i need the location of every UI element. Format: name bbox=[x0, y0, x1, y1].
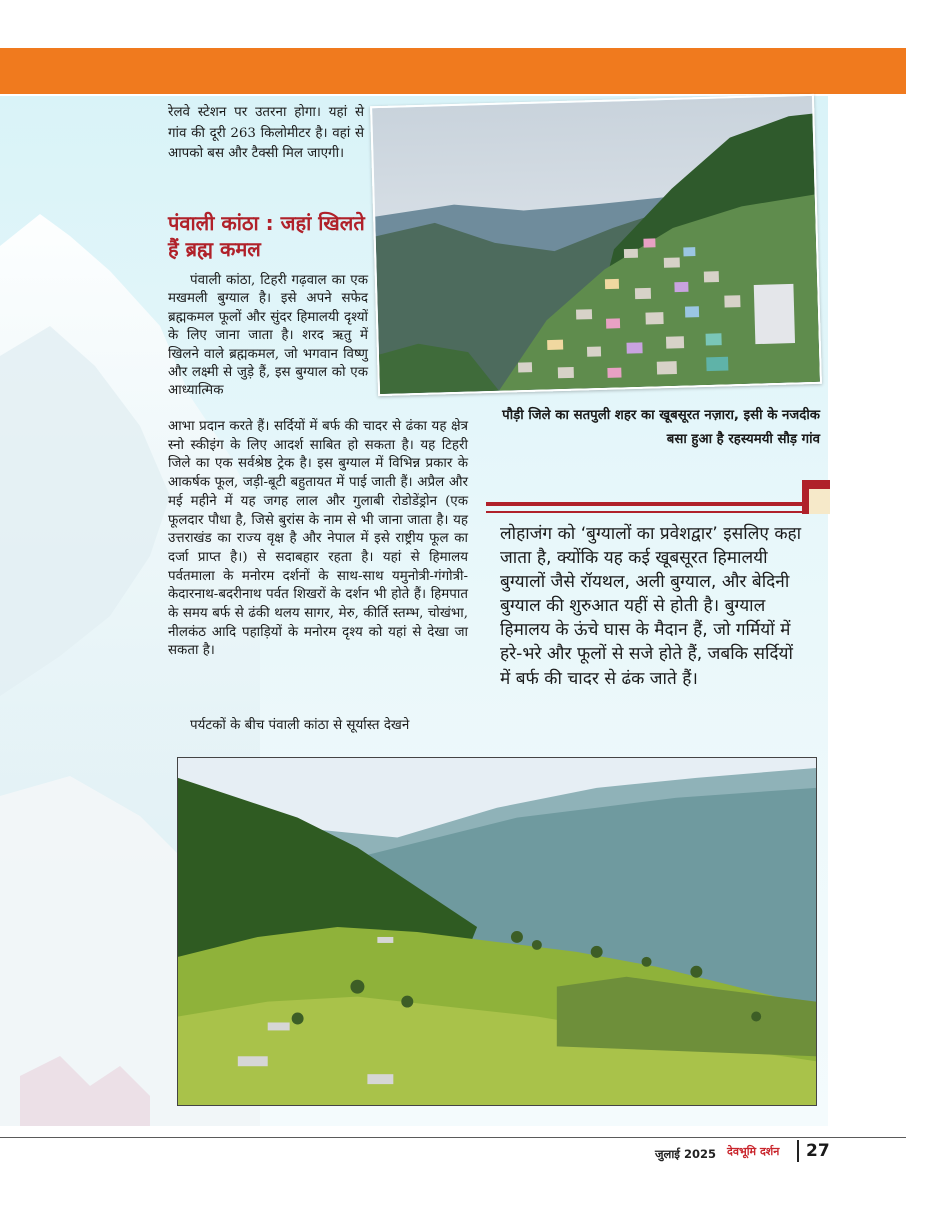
divider-thick bbox=[486, 502, 806, 506]
paragraph-1-rest: आभा प्रदान करते हैं। सर्दियों में बर्फ की चादर से ढंका यह क्षेत्र स्नो स्कीइंग के लिए आदर्श साबित हो सकता है। यह टिहरी जिले का एक सर्वश्रेष्ठ ट्रेक है। इस बुग्याल में विभिन्न प्रकार के आकर्षक फूल, जड़ी-बूटी बहुतायत में पाई जाती हैं। अप्रैल और मई महीने में यह जगह लाल और गुलाबी रोडोडेंड्रोन (एक फूलदार पौधा है, जिसे बुरांस के नाम से भी जाना जाता है। यह उत्तराखंड का राज्य वृक्ष है और नेपाल में इसे राष्ट्रीय फूल का दर्जा प्राप्त है।) से सदाबहार रहता है। यहां से हिमालय पर्वतमाला के मनोरम दर्शनों के साथ-साथ यमुनोत्री-गंगोत्री-केदारनाथ-बदरीनाथ पर्वत शिखरों के दर्शन भी होते हैं। हिमपात के समय बर्फ से ढंकी थलय सागर, मेरु, कीर्ति स्तम्भ, चोखंभा, नीलकंठ आदि पहाड़ियों के मनोरम दृश्य को यहां से देखा जा सकता है। bbox=[168, 419, 468, 659]
bugyal-valley-photo bbox=[177, 757, 817, 1106]
page-number: 27 bbox=[806, 1141, 830, 1161]
top-orange-band bbox=[0, 48, 906, 94]
pull-quote: लोहाजंग को ‘बुग्यालों का प्रवेशद्वार’ इसलिए कहा जाता है, क्योंकि यह कई खूबसूरत हिमालयी बुग्यालों जैसे रॉयथल, अली बुग्याल, और बेदिनी बुग्याल की शुरुआत यहीं से होती है। बुग्याल हिमालय के ऊंचे घास के मैदान हैं, जो गर्मियों में हरे-भरे और फूलों से सजे होते हैं, जबकि सर्दियों में बर्फ की चादर से ढंक जाते हैं। bbox=[500, 524, 802, 689]
satpuli-town-photo bbox=[370, 94, 822, 396]
photo-caption: पौड़ी जिले का सतपुली शहर का खूबसूरत नज़ारा, इसी के नजदीक बसा हुआ है रहस्यमयी सौड़ गांव bbox=[502, 408, 820, 447]
paragraph-2-start: पर्यटकों के बीच पंवाली कांठा से सूर्यास्त देखने bbox=[190, 718, 410, 733]
corner-ornament-inner bbox=[809, 489, 830, 514]
intro-paragraph: रेलवे स्टेशन पर उतरना होगा। यहां से गांव की दूरी 263 किलोमीटर है। वहां से आपको बस और टैक्सी मिल जाएगी। bbox=[168, 105, 364, 161]
footer-brand: देवभूमि दर्शन bbox=[727, 1145, 780, 1158]
paragraph-1-top-text: पंवाली कांठा, टिहरी गढ़वाल का एक मखमली बुग्याल है। इसे अपने सफेद ब्रह्मकमल फूलों और सुंदर हिमालयी दृश्यों के लिए जाना जाता है। शरद ऋतु में खिलने वाले ब्रह्मकमल, जो भगवान विष्णु और लक्ष्मी से जुड़े हैं, इस बुग्याल को एक आध्यात्मिक bbox=[168, 273, 368, 399]
footer-rule bbox=[0, 1137, 906, 1138]
divider-thin bbox=[486, 511, 806, 513]
footer-separator bbox=[797, 1140, 799, 1162]
section-heading: पंवाली कांठा : जहां खिलते हैं ब्रह्म कमल bbox=[168, 211, 365, 261]
footer-date: जुलाई 2025 bbox=[655, 1147, 716, 1161]
paragraph-1-top bbox=[168, 272, 368, 401]
